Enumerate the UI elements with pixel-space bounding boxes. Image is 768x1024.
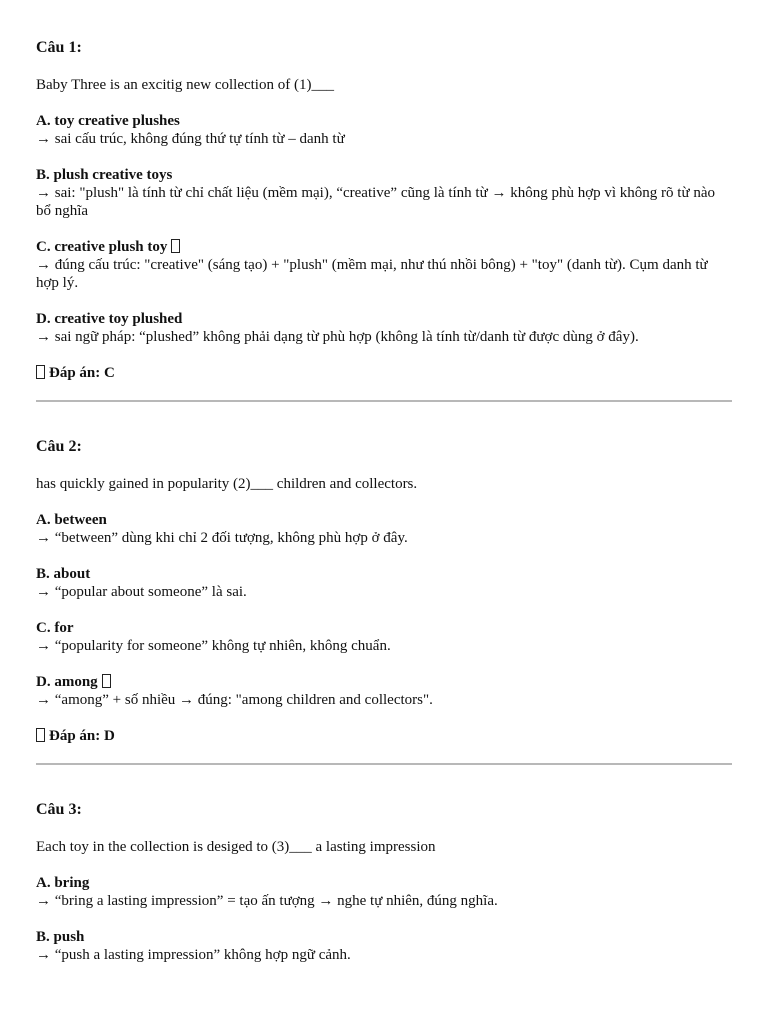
option-explanation: → “popularity for someone” không tự nhiên, không chuẩn. xyxy=(36,638,391,654)
question-2 xyxy=(36,402,732,765)
option-a xyxy=(36,874,732,910)
option-explanation: → sai: "plush" là tính từ chỉ chất liệu (mềm mại), “creative” cũng là tính từ → không phù hợp vì không rõ từ nào bổ nghĩa xyxy=(36,185,716,219)
option-label: B. push xyxy=(36,929,85,945)
question-3 xyxy=(36,765,732,964)
correct-mark-icon xyxy=(102,674,111,688)
option-label: D. among xyxy=(36,673,732,691)
answer-mark-icon xyxy=(36,365,45,379)
option-b xyxy=(36,565,732,601)
correct-mark-icon xyxy=(171,239,180,253)
question-title: Câu 1: xyxy=(36,39,82,56)
option-label: D. creative toy plushed xyxy=(36,311,183,327)
question-text: has quickly gained in popularity (2)___ children and collectors. xyxy=(36,476,418,492)
option-a xyxy=(36,112,732,148)
answer-line xyxy=(36,727,732,745)
answer-line xyxy=(36,364,732,382)
option-explanation: → “bring a lasting impression” = tạo ấn tượng → nghe tự nhiên, đúng nghĩa. xyxy=(36,893,498,909)
option-d xyxy=(36,310,732,346)
option-label: B. plush creative toys xyxy=(36,167,173,183)
option-label: B. about xyxy=(36,566,91,582)
answer-text: Đáp án: C xyxy=(49,365,115,381)
option-c xyxy=(36,238,732,292)
option-label: C. for xyxy=(36,620,74,636)
option-d xyxy=(36,673,732,709)
option-explanation: → đúng cấu trúc: "creative" (sáng tạo) + "plush" (mềm mại, như thú nhồi bông) + "toy" (danh từ). Cụm danh từ hợp lý. xyxy=(36,257,708,291)
option-explanation: → “push a lasting impression” không hợp ngữ cảnh. xyxy=(36,947,351,963)
question-title: Câu 2: xyxy=(36,438,82,455)
option-label: A. between xyxy=(36,512,107,528)
option-b xyxy=(36,166,732,220)
option-explanation: → sai ngữ pháp: “plushed” không phải dạng từ phù hợp (không là tính từ/danh từ được dùng ở đây). xyxy=(36,329,639,345)
option-b xyxy=(36,928,732,964)
question-text: Baby Three is an excitig new collection of (1)___ xyxy=(36,77,334,93)
answer-text: Đáp án: D xyxy=(49,728,115,744)
option-c xyxy=(36,619,732,655)
option-explanation: → “popular about someone” là sai. xyxy=(36,584,247,600)
option-explanation: → “among” + số nhiều → đúng: "among children and collectors". xyxy=(36,692,433,708)
option-label: A. bring xyxy=(36,875,90,891)
question-1 xyxy=(36,0,732,402)
option-explanation: → “between” dùng khi chỉ 2 đối tượng, không phù hợp ở đây. xyxy=(36,530,408,546)
option-label: C. creative plush toy xyxy=(36,238,732,256)
answer-mark-icon xyxy=(36,728,45,742)
question-title: Câu 3: xyxy=(36,801,82,818)
option-a xyxy=(36,511,732,547)
option-label: A. toy creative plushes xyxy=(36,113,180,129)
option-explanation: → sai cấu trúc, không đúng thứ tự tính từ – danh từ xyxy=(36,131,345,147)
question-text: Each toy in the collection is desiged to (3)___ a lasting impression xyxy=(36,839,436,855)
